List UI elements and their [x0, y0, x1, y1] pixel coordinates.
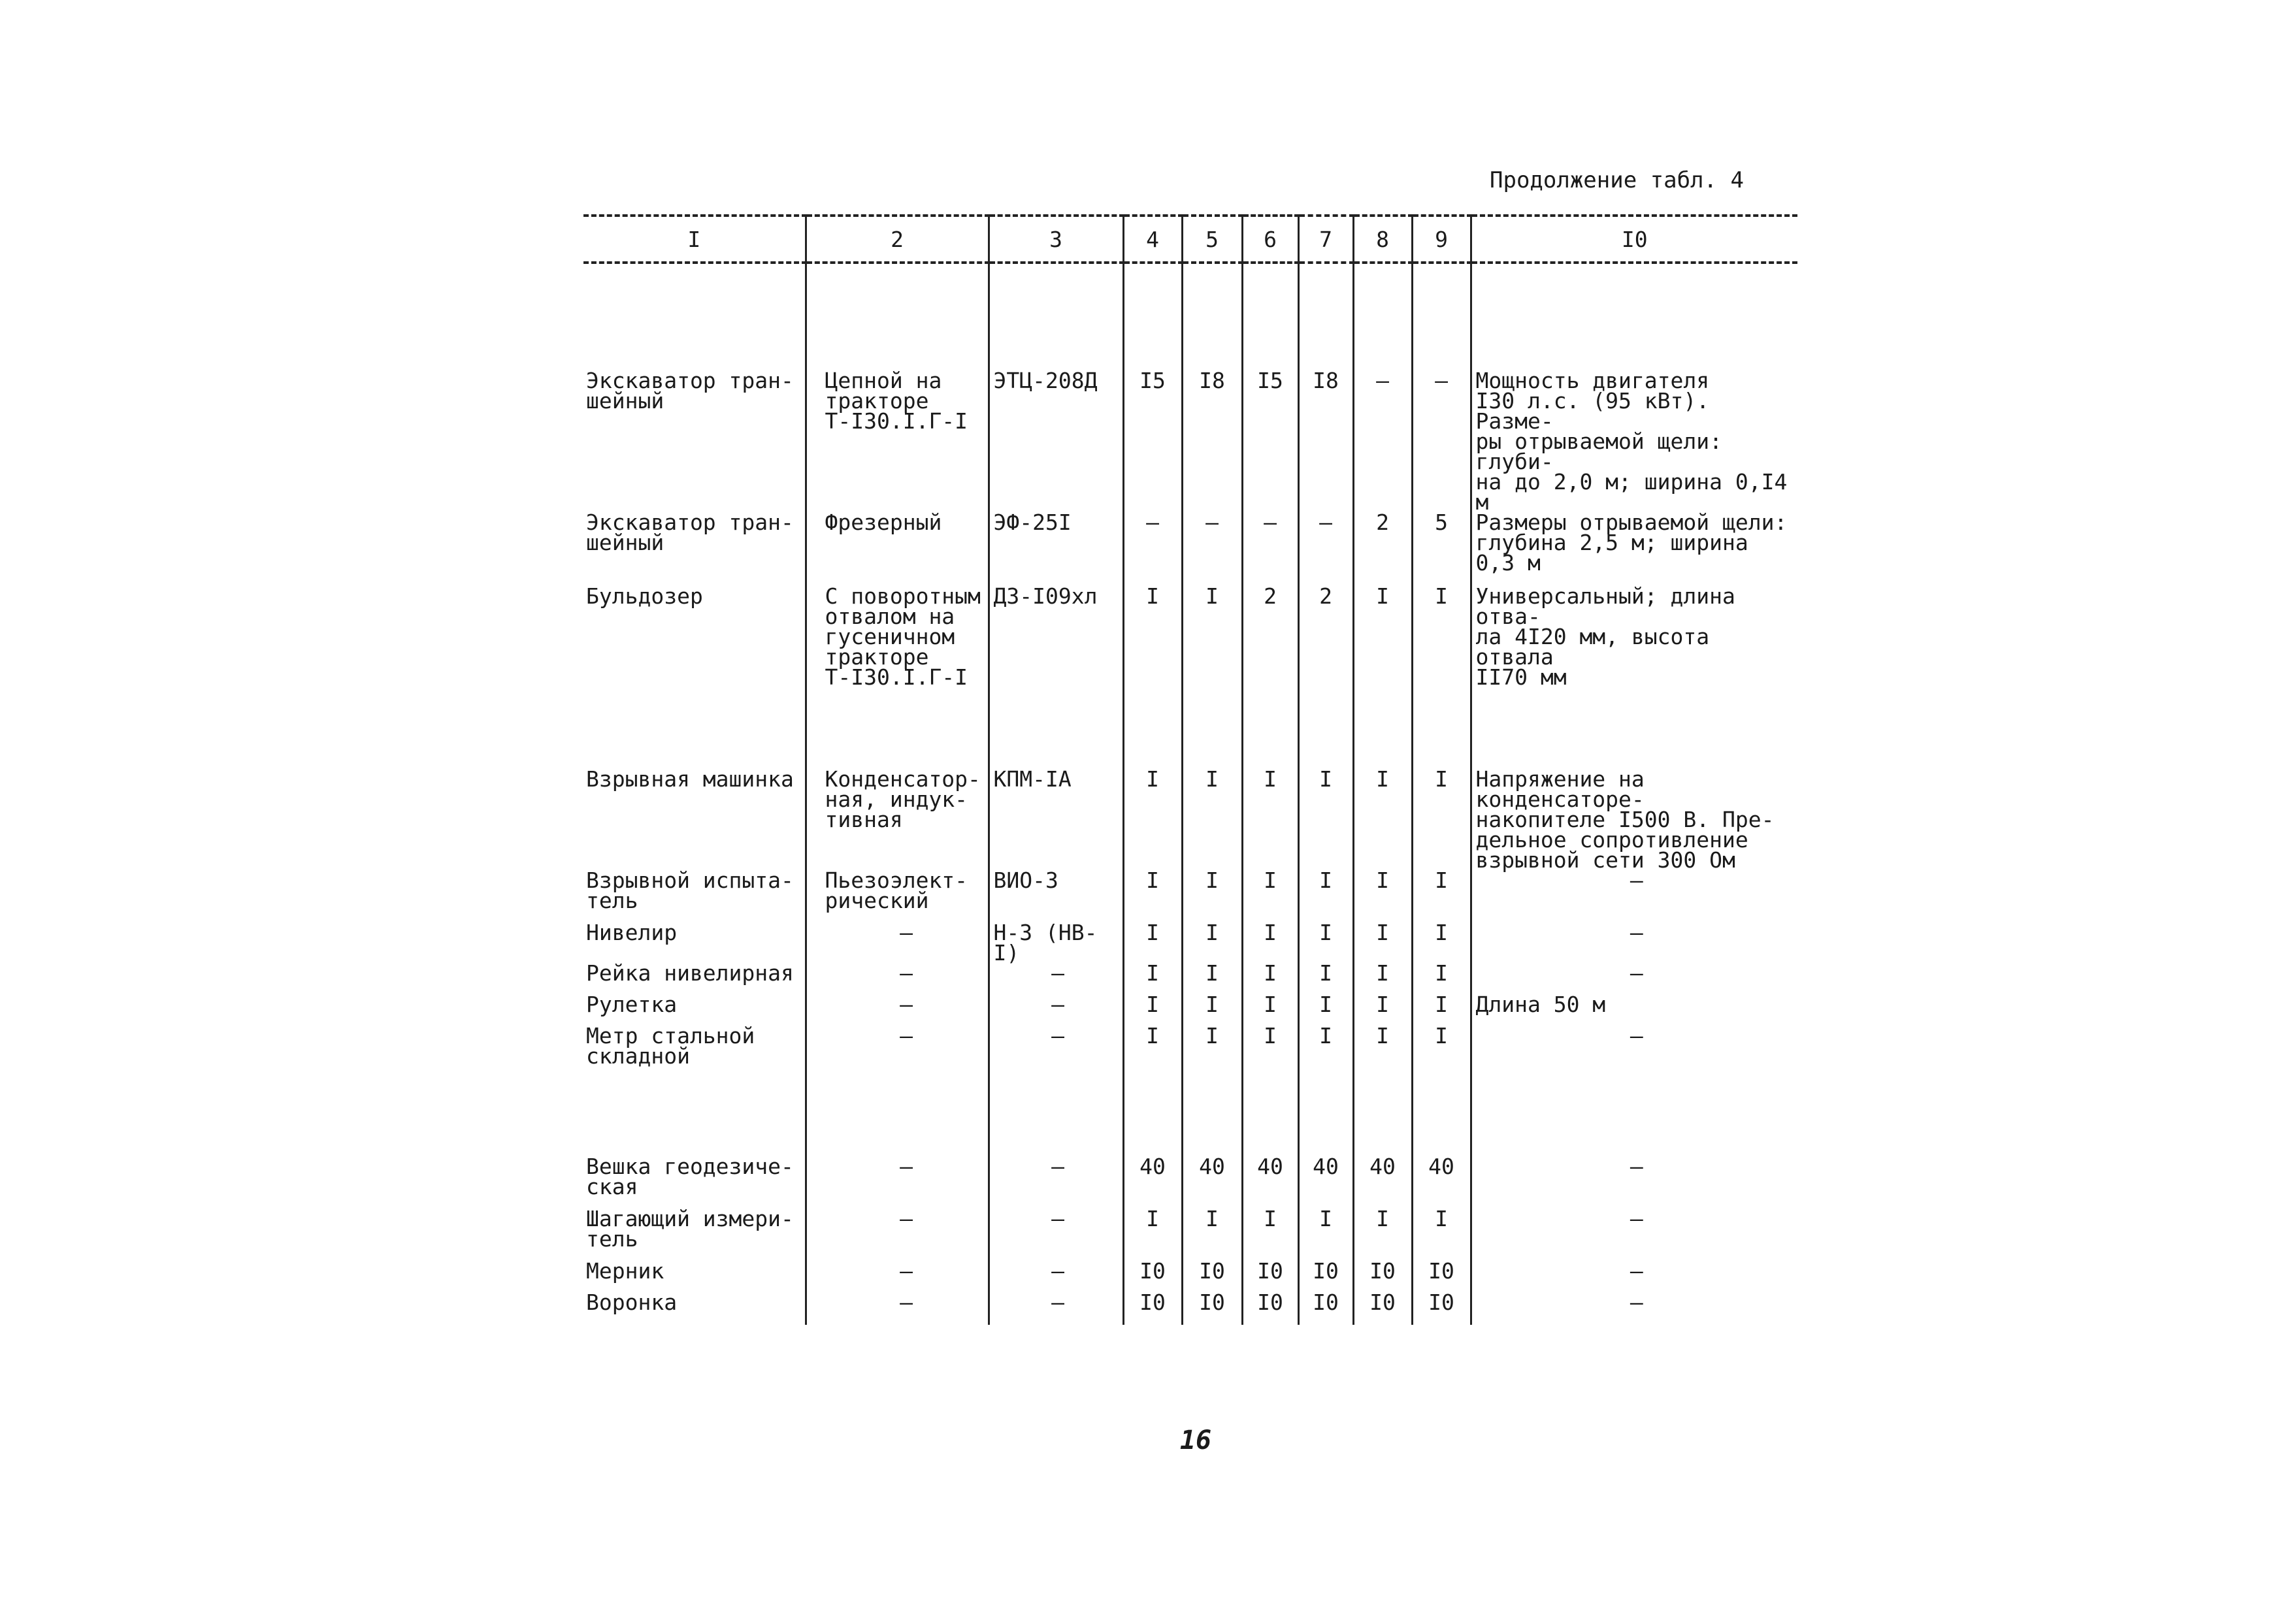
cell-qty-col8: 2 [1353, 512, 1412, 586]
table-row [583, 870, 1797, 922]
col-header-5: 5 [1182, 216, 1242, 263]
table-row [583, 586, 1797, 769]
cell-name: Бульдозер [586, 583, 703, 609]
cell-qty-col8: I [1353, 922, 1412, 963]
cell-note: Размеры отрываемой щели: глубина 2,5 м; ширина 0,3 м [1471, 512, 1797, 586]
cell-qty-col5: I [1182, 769, 1242, 870]
cell-qty-col8: I0 [1353, 1292, 1412, 1325]
cell-note: – [1471, 1026, 1797, 1156]
cell-model: КПМ-IА [989, 769, 1123, 870]
cell-qty-col8: I [1353, 994, 1412, 1026]
cell-qty-col4: I0 [1123, 1292, 1182, 1325]
cell-qty-col6: I [1242, 994, 1298, 1026]
col-header-3: 3 [989, 216, 1123, 263]
spacer-cell [1242, 263, 1298, 370]
cell-qty-col8: I [1353, 963, 1412, 994]
cell-qty-col4: 40 [1123, 1156, 1182, 1209]
cell-name: Экскаватор тран- шейный [586, 368, 794, 414]
cell-note: – [1471, 870, 1797, 922]
cell-type: – [806, 1292, 989, 1325]
cell-model: ДЗ-I09хл [989, 586, 1123, 769]
table-row [583, 922, 1797, 963]
cell-qty-col7: I [1298, 1026, 1353, 1156]
cell-qty-col8: – [1353, 370, 1412, 512]
table-body [583, 263, 1797, 1325]
cell-type: – [806, 1026, 989, 1156]
cell-type: С поворотным отвалом на гусеничном тракторе Т-I30.I.Г-I [806, 586, 989, 769]
cell-qty-col9: 5 [1412, 512, 1471, 586]
cell-qty-col7: 2 [1298, 586, 1353, 769]
cell-qty-col6: 40 [1242, 1156, 1298, 1209]
cell-qty-col9: I [1412, 870, 1471, 922]
table-row [583, 512, 1797, 586]
cell-note: – [1471, 1209, 1797, 1261]
spacer-cell [1298, 263, 1353, 370]
spacer-cell [1353, 263, 1412, 370]
cell-qty-col5: I [1182, 586, 1242, 769]
cell-qty-col9: – [1412, 370, 1471, 512]
col-header-1: I [583, 216, 806, 263]
cell-qty-col8: 40 [1353, 1156, 1412, 1209]
cell-name: Метр стальной складной [586, 1023, 755, 1069]
cell-qty-col4: I [1123, 963, 1182, 994]
cell-qty-col9: I [1412, 1026, 1471, 1156]
table-row [583, 1026, 1797, 1156]
cell-qty-col5: – [1182, 512, 1242, 586]
cell-name: Мерник [586, 1258, 664, 1284]
cell-model: – [989, 963, 1123, 994]
cell-qty-col4: I [1123, 769, 1182, 870]
cell-qty-col7: – [1298, 512, 1353, 586]
cell-qty-col7: 40 [1298, 1156, 1353, 1209]
spacer-cell [989, 263, 1123, 370]
cell-type: – [806, 922, 989, 963]
cell-name: Взрывной испыта- тель [586, 868, 794, 913]
table-row [583, 963, 1797, 994]
cell-qty-col9: I [1412, 586, 1471, 769]
cell-model: ЭТЦ-208Д [989, 370, 1123, 512]
cell-type: – [806, 1261, 989, 1292]
cell-name: Рулетка [586, 992, 678, 1017]
cell-note: – [1471, 1292, 1797, 1325]
cell-qty-col8: I0 [1353, 1261, 1412, 1292]
spacer-cell [1412, 263, 1471, 370]
table-row [583, 1261, 1797, 1292]
spacer-cell [1182, 263, 1242, 370]
cell-qty-col8: I [1353, 769, 1412, 870]
cell-qty-col7: I0 [1298, 1261, 1353, 1292]
col-header-4: 4 [1123, 216, 1182, 263]
cell-note: – [1471, 1261, 1797, 1292]
cell-note: – [1471, 922, 1797, 963]
cell-qty-col4: – [1123, 512, 1182, 586]
col-header-8: 8 [1353, 216, 1412, 263]
cell-name: Вешка геодезиче- ская [586, 1154, 794, 1199]
cell-name: Шагающий измери- тель [586, 1206, 794, 1252]
cell-qty-col6: I5 [1242, 370, 1298, 512]
cell-model: ЭФ-25I [989, 512, 1123, 586]
cell-qty-col6: I [1242, 870, 1298, 922]
header-row [583, 216, 1797, 263]
cell-qty-col4: I [1123, 922, 1182, 963]
cell-name: Рейка нивелирная [586, 960, 794, 986]
cell-qty-col9: I [1412, 994, 1471, 1026]
table-row [583, 1156, 1797, 1209]
cell-qty-col9: I0 [1412, 1261, 1471, 1292]
cell-model: – [989, 994, 1123, 1026]
cell-model: Н-3 (НВ-I) [989, 922, 1123, 963]
cell-qty-col7: I0 [1298, 1292, 1353, 1325]
table-row [583, 1292, 1797, 1325]
cell-name: Взрывная машинка [586, 766, 794, 792]
cell-type: – [806, 963, 989, 994]
col-header-2: 2 [806, 216, 989, 263]
cell-type: Пьезоэлект- рический [806, 870, 989, 922]
cell-model: – [989, 1026, 1123, 1156]
cell-model: – [989, 1261, 1123, 1292]
cell-qty-col4: I5 [1123, 370, 1182, 512]
cell-model: – [989, 1156, 1123, 1209]
table-caption: Продолжение табл. 4 [1490, 167, 1744, 193]
cell-qty-col9: 40 [1412, 1156, 1471, 1209]
cell-name: Экскаватор тран- шейный [586, 510, 794, 555]
col-header-7: 7 [1298, 216, 1353, 263]
cell-qty-col6: – [1242, 512, 1298, 586]
spacer-cell [1123, 263, 1182, 370]
cell-qty-col5: 40 [1182, 1156, 1242, 1209]
cell-type: – [806, 1156, 989, 1209]
equipment-table [583, 214, 1797, 1325]
cell-type: Фрезерный [806, 512, 989, 586]
cell-qty-col5: I [1182, 963, 1242, 994]
cell-qty-col4: I [1123, 586, 1182, 769]
cell-qty-col4: I [1123, 994, 1182, 1026]
cell-note: Напряжение на конденсаторе- накопителе I500 В. Пре- дельное сопротивление взрывной сети 300 Ом [1471, 769, 1797, 870]
table-row [583, 370, 1797, 512]
cell-qty-col7: I [1298, 963, 1353, 994]
cell-qty-col6: I [1242, 1209, 1298, 1261]
cell-type: – [806, 1209, 989, 1261]
cell-qty-col6: I [1242, 963, 1298, 994]
cell-name: Воронка [586, 1290, 678, 1315]
table-row [583, 769, 1797, 870]
cell-qty-col9: I0 [1412, 1292, 1471, 1325]
cell-model: ВИО-3 [989, 870, 1123, 922]
cell-qty-col5: I [1182, 994, 1242, 1026]
page-number: 16 [1179, 1425, 1212, 1455]
cell-type: Конденсатор- ная, индук- тивная [806, 769, 989, 870]
cell-qty-col8: I [1353, 586, 1412, 769]
spacer-row [583, 263, 1797, 370]
cell-note: Длина 50 м [1471, 994, 1797, 1026]
cell-note: – [1471, 1156, 1797, 1209]
cell-name: Нивелир [586, 920, 678, 945]
cell-qty-col4: I [1123, 870, 1182, 922]
cell-qty-col7: I8 [1298, 370, 1353, 512]
cell-qty-col7: I [1298, 994, 1353, 1026]
cell-qty-col5: I [1182, 1209, 1242, 1261]
cell-qty-col7: I [1298, 922, 1353, 963]
cell-qty-col6: I0 [1242, 1292, 1298, 1325]
cell-qty-col9: I [1412, 769, 1471, 870]
cell-qty-col8: I [1353, 1026, 1412, 1156]
table-row [583, 1209, 1797, 1261]
cell-qty-col9: I [1412, 922, 1471, 963]
cell-model: – [989, 1209, 1123, 1261]
spacer-cell [1471, 263, 1797, 370]
cell-qty-col9: I [1412, 963, 1471, 994]
cell-qty-col5: I [1182, 1026, 1242, 1156]
cell-qty-col8: I [1353, 870, 1412, 922]
cell-note: Универсальный; длина отва- ла 4I20 мм, высота отвала II70 мм [1471, 586, 1797, 769]
cell-qty-col6: I0 [1242, 1261, 1298, 1292]
cell-qty-col7: I [1298, 870, 1353, 922]
cell-qty-col9: I [1412, 1209, 1471, 1261]
cell-qty-col8: I [1353, 1209, 1412, 1261]
cell-note: – [1471, 963, 1797, 994]
cell-qty-col6: I [1242, 922, 1298, 963]
cell-qty-col6: 2 [1242, 586, 1298, 769]
cell-qty-col5: I [1182, 922, 1242, 963]
cell-qty-col5: I8 [1182, 370, 1242, 512]
col-header-6: 6 [1242, 216, 1298, 263]
cell-qty-col4: I [1123, 1026, 1182, 1156]
cell-qty-col5: I0 [1182, 1261, 1242, 1292]
cell-qty-col6: I [1242, 1026, 1298, 1156]
cell-note: Мощность двигателя I30 л.с. (95 кВт). Разме- ры отрываемой щели: глуби- на до 2,0 м; ширина 0,I4 м [1471, 370, 1797, 512]
spacer-cell [583, 263, 806, 370]
cell-type: Цепной на тракторе Т-I30.I.Г-I [806, 370, 989, 512]
spacer-cell [806, 263, 989, 370]
cell-qty-col5: I0 [1182, 1292, 1242, 1325]
cell-qty-col5: I [1182, 870, 1242, 922]
cell-qty-col4: I0 [1123, 1261, 1182, 1292]
col-header-9: 9 [1412, 216, 1471, 263]
cell-model: – [989, 1292, 1123, 1325]
cell-type: – [806, 994, 989, 1026]
col-header-10: I0 [1471, 216, 1797, 263]
table-row [583, 994, 1797, 1026]
cell-qty-col4: I [1123, 1209, 1182, 1261]
cell-qty-col6: I [1242, 769, 1298, 870]
cell-qty-col7: I [1298, 769, 1353, 870]
cell-qty-col7: I [1298, 1209, 1353, 1261]
